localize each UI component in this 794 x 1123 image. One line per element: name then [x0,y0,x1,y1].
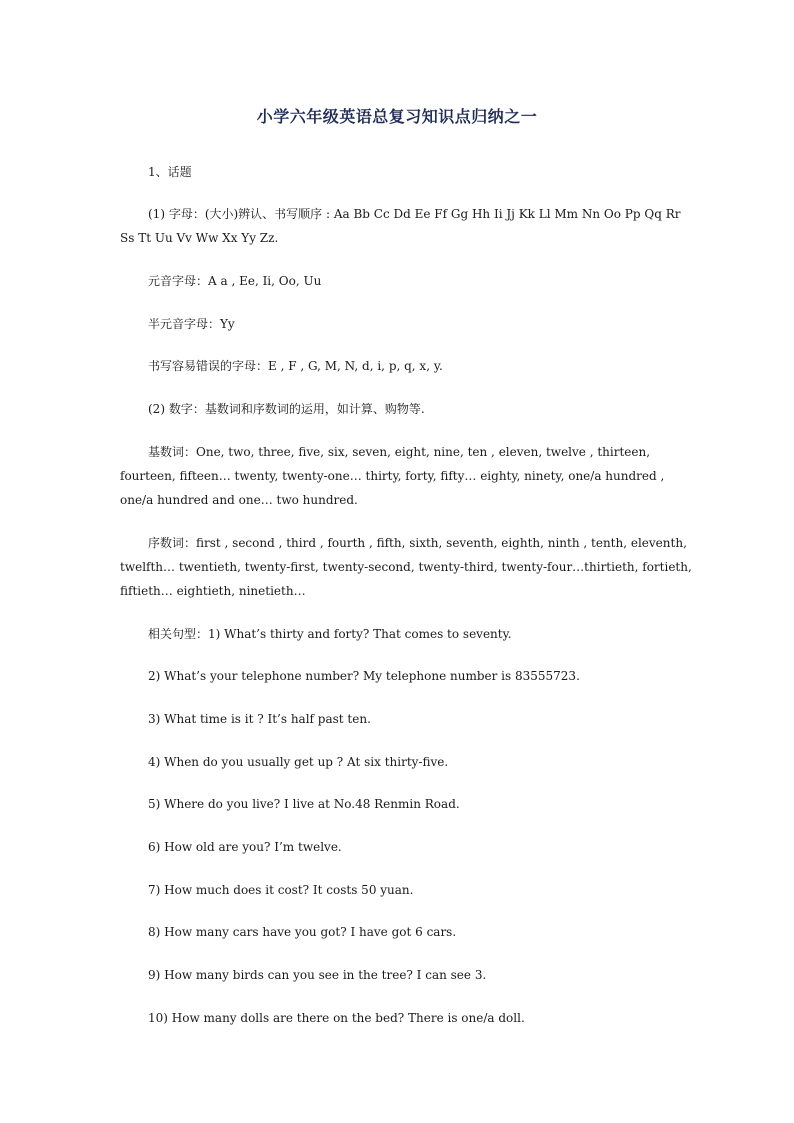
paragraph-sentence-10 [120,1006,692,1030]
paragraph-text: 序数词：first , second , third , fourth , fifth, sixth, seventh, eighth, ninth , tenth, eleventh, twelfth… twentieth, twenty-first, twenty-second, twenty-third, twenty-four…thirtieth, fortieth, fiftieth… eightieth, ninetieth… [120,536,692,598]
paragraph-text: (2) 数字：基数词和序数词的运用，如计算、购物等. [148,402,425,416]
paragraph-sentence-7 [120,878,692,902]
paragraph-sentence-5 [120,792,692,816]
paragraph-text: 基数词：One, two, three, five, six, seven, eight, nine, ten , eleven, twelve , thirteen, fourteen, fifteen… twenty, twenty-one… thirty, forty, fifty… eighty, ninety, one/a hundred , one/a hundred and one… two hundred. [120,445,665,507]
paragraph-text: 相关句型：1) What’s thirty and forty? That comes to seventy. [148,627,512,641]
paragraph-letters [120,202,692,250]
paragraph-cardinal [120,440,692,512]
paragraph-sentence-6 [120,835,692,859]
paragraph-sentence-9 [120,963,692,987]
paragraph-text: 2) What’s your telephone number? My telephone number is 83555723. [148,669,580,683]
paragraph-semivowel [120,312,692,336]
paragraph-text: 7) How much does it cost? It costs 50 yuan. [148,883,414,897]
paragraph-sentence-1 [120,622,692,646]
paragraph-text: 10) How many dolls are there on the bed? There is one/a doll. [148,1011,525,1025]
paragraph-text: 1、话题 [148,165,192,179]
page-title: 小学六年级英语总复习知识点归纳之一 [256,107,538,126]
paragraph-numbers [120,397,692,421]
paragraph-text: 9) How many birds can you see in the tree? I can see 3. [148,968,487,982]
paragraph-text: 书写容易错误的字母：E , F , G, M, N, d, i, p, q, x, y. [148,359,443,373]
paragraph-text: 5) Where do you live? I live at No.48 Renmin Road. [148,797,460,811]
paragraph-text: 3) What time is it ? It’s half past ten. [148,712,371,726]
paragraph-topic-heading [120,160,692,184]
paragraph-sentence-4 [120,750,692,774]
paragraph-sentence-8 [120,920,692,944]
paragraph-error-letters [120,354,692,378]
paragraph-text: 半元音字母：Yy [148,317,235,331]
paragraph-text: (1) 字母：(大小)辨认、书写顺序 : Aa Bb Cc Dd Ee Ff Gg Hh Ii Jj Kk Ll Mm Nn Oo Pp Qq Rr Ss Tt Uu Vv Ww Xx Yy Zz. [120,207,681,245]
paragraph-text: 4) When do you usually get up ? At six thirty-five. [148,755,449,769]
paragraph-text: 8) How many cars have you got? I have got 6 cars. [148,925,457,939]
paragraph-vowels [120,269,692,293]
paragraph-sentence-2 [120,664,692,688]
paragraph-ordinal [120,531,692,603]
paragraph-sentence-3 [120,707,692,731]
paragraph-text: 元音字母：A a , Ee, Ii, Oo, Uu [148,274,322,288]
paragraph-text: 6) How old are you? I’m twelve. [148,840,342,854]
